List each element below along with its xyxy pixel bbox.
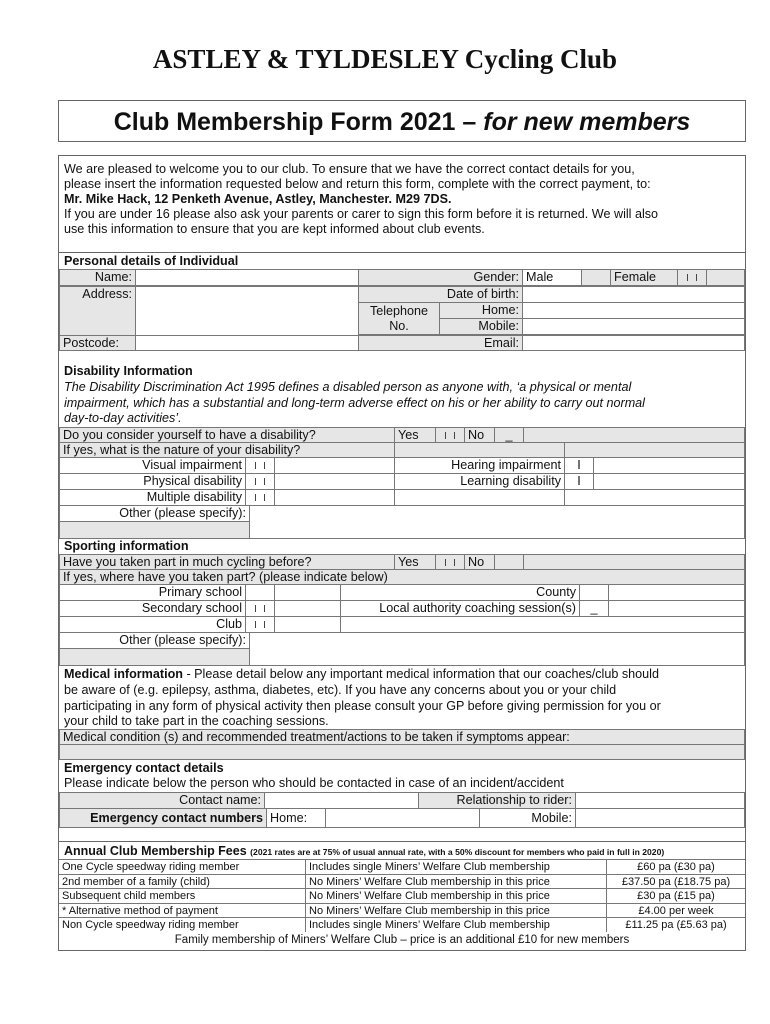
tick-mark-icon: [445, 559, 455, 566]
local-authority-checkbox[interactable]: _: [579, 600, 609, 617]
fee-type: One Cycle speedway riding member: [59, 859, 305, 874]
cycling-yes: Yes: [394, 554, 436, 570]
disability-no: No: [464, 427, 495, 443]
hearing-checkbox[interactable]: I: [564, 457, 594, 474]
sport-other-field[interactable]: [249, 632, 745, 666]
home-phone-label: Home:: [439, 302, 523, 319]
intro-line-2: please insert the information requested below and return this form, complete with the correct payment, to:: [64, 177, 651, 191]
dda-line-2: impairment, which has a substantial and long-term adverse effect on his or her ability to carry out normal: [64, 396, 645, 410]
tick-mark-icon: [255, 605, 265, 612]
form-title-main: Club Membership Form 2021 –: [113, 108, 477, 136]
mobile-field[interactable]: [522, 318, 745, 335]
fee-description: Includes single Miners’ Welfare Club membership: [305, 859, 606, 874]
county-spare: [608, 584, 745, 601]
form-title-emphasis: for new members: [483, 108, 691, 136]
learning-checkbox[interactable]: I: [564, 473, 594, 490]
address-field[interactable]: [135, 286, 359, 336]
fee-price: £37.50 pa (£18.75 pa): [606, 874, 745, 889]
fee-price: £60 pa (£30 pa): [606, 859, 745, 874]
sport-other-spare: [59, 648, 250, 666]
cycling-no-checkbox[interactable]: [494, 554, 524, 570]
form-title: [58, 100, 746, 142]
home-label: Home:: [266, 808, 326, 828]
club-checkbox[interactable]: [245, 616, 275, 633]
contact-name-field[interactable]: [264, 792, 419, 809]
emergency-instruction: Please indicate below the person who should be contacted in case of an incident/accident: [64, 776, 564, 790]
telephone-text: Telephone: [369, 304, 429, 318]
membership-form: [58, 155, 746, 951]
learning-spare: [593, 473, 745, 490]
address-label: Address:: [59, 286, 136, 336]
disability-yes: Yes: [394, 427, 436, 443]
tick-mark-icon: [255, 621, 265, 628]
home-phone-field[interactable]: [522, 302, 745, 319]
fees-heading: Annual Club Membership Fees: [64, 844, 247, 858]
cycling-question: Have you taken part in much cycling before?: [59, 554, 395, 570]
visual-checkbox[interactable]: [245, 457, 275, 474]
male-checkbox[interactable]: [581, 269, 611, 286]
visual-impairment: Visual impairment: [59, 457, 246, 474]
personal-heading: Personal details of Individual: [64, 254, 239, 268]
fee-type: Non Cycle speedway riding member: [59, 917, 305, 932]
medical-line-4: your child to take part in the coaching sessions.: [64, 714, 329, 728]
medical-line-1-text: - Please detail below any important medical information that our coaches/club should: [182, 667, 659, 681]
cycling-no: No: [464, 554, 495, 570]
disability-other-label: Other (please specify):: [59, 505, 250, 522]
primary-school: Primary school: [59, 584, 246, 601]
cycling-yes-checkbox[interactable]: [435, 554, 465, 570]
family-membership-note: Family membership of Miners’ Welfare Club – price is an additional £10 for new members: [174, 934, 630, 946]
multiple-checkbox[interactable]: [245, 489, 275, 506]
club-spare-2: [340, 616, 745, 633]
emergency-mobile-label: Mobile:: [479, 808, 576, 828]
hearing-spare: [593, 457, 745, 474]
tick-mark-icon: [255, 494, 265, 501]
learning-disability: Learning disability: [394, 473, 565, 490]
secondary-checkbox[interactable]: [245, 600, 275, 617]
multiple-spare-2: [394, 489, 565, 506]
dda-line-3: day-to-day activities’.: [64, 411, 182, 425]
return-address: Mr. Mike Hack, 12 Penketh Avenue, Astley, Manchester. M29 7DS.: [64, 192, 452, 206]
disability-nature: If yes, what is the nature of your disability?: [59, 442, 395, 458]
medical-heading: Medical information: [64, 667, 183, 681]
dob-label: Date of birth:: [358, 286, 523, 303]
club-spare: [274, 616, 341, 633]
email-label: Email:: [358, 335, 523, 351]
disability-no-checkbox[interactable]: _: [494, 427, 524, 443]
postcode-label: Postcode:: [59, 335, 136, 351]
local-spare: [608, 600, 745, 617]
multiple-spare-3: [564, 489, 745, 506]
disability-other-field[interactable]: [249, 505, 745, 539]
fee-description: No Miners’ Welfare Club membership in this price: [305, 888, 606, 903]
medical-line-2: be aware of (e.g. epilepsy, asthma, diabetes, etc). If you have any concerns about you or your child: [64, 683, 617, 697]
relationship-label: Relationship to rider:: [418, 792, 576, 809]
intro-line-5: use this information to ensure that you are kept informed about club events.: [64, 222, 485, 236]
where-question: If yes, where have you taken part? (please indicate below): [59, 569, 745, 585]
medical-line-1: [64, 667, 742, 682]
name-field[interactable]: [135, 269, 359, 286]
primary-checkbox[interactable]: [245, 584, 275, 601]
fee-price: £4.00 per week: [606, 903, 745, 918]
cycling-spare: [523, 554, 745, 570]
local-authority-coaching: Local authority coaching session(s): [340, 600, 580, 617]
disability-heading: Disability Information: [64, 364, 193, 378]
visual-spare: [274, 457, 395, 474]
intro-line-4: If you are under 16 please also ask your parents or carer to sign this form before it is returned. We will also: [64, 207, 659, 221]
nature-spare-1: [394, 442, 565, 458]
disability-yes-checkbox[interactable]: [435, 427, 465, 443]
primary-spare: [274, 584, 341, 601]
fee-type: Subsequent child members: [59, 888, 305, 903]
name-label: Name:: [59, 269, 136, 286]
fee-description: No Miners’ Welfare Club membership in this price: [305, 874, 606, 889]
mobile-number-field[interactable]: [575, 808, 745, 828]
emergency-numbers-label: Emergency contact numbers: [59, 808, 267, 828]
gender-spare: [706, 269, 745, 286]
intro-line-1: We are pleased to welcome you to our club. To ensure that we have the correct contact details for you,: [64, 162, 635, 176]
tick-mark-icon: [445, 432, 455, 439]
email-field[interactable]: [522, 335, 745, 351]
medical-condition-field[interactable]: [59, 744, 745, 760]
gender-label: Gender:: [358, 269, 523, 286]
tick-mark-icon: [255, 478, 265, 485]
tick-mark-icon: [255, 462, 265, 469]
fee-description: Includes single Miners’ Welfare Club membership: [305, 917, 606, 932]
physical-checkbox[interactable]: [245, 473, 275, 490]
telephone-no-text: No.: [389, 319, 409, 333]
postcode-field[interactable]: [135, 335, 359, 351]
tick-mark-icon: [687, 274, 697, 281]
disability-other-spare: [59, 521, 250, 539]
fee-type: 2nd member of a family (child): [59, 874, 305, 889]
club: Club: [59, 616, 246, 633]
medical-condition-label: Medical condition (s) and recommended treatment/actions to be taken if symptoms appear:: [59, 729, 745, 745]
disability-question: Do you consider yourself to have a disability?: [59, 427, 395, 443]
mobile-label: Mobile:: [439, 318, 523, 335]
female-option[interactable]: Female: [610, 269, 678, 286]
telephone-label: [358, 302, 440, 335]
emergency-heading: Emergency contact details: [64, 761, 224, 775]
home-number-field[interactable]: [325, 808, 480, 828]
multiple-spare: [274, 489, 395, 506]
secondary-spare: [274, 600, 341, 617]
hearing-impairment: Hearing impairment: [394, 457, 565, 474]
dob-field[interactable]: [522, 286, 745, 303]
multiple-disability: Multiple disability: [59, 489, 246, 506]
medical-line-3: participating in any form of physical activity then please consult your GP before giving permission for you or: [64, 699, 661, 713]
physical-disability: Physical disability: [59, 473, 246, 490]
club-name: ASTLEY & TYLDESLEY Cycling Club: [152, 44, 618, 74]
sport-other-label: Other (please specify):: [59, 632, 250, 649]
contact-name-label: Contact name:: [59, 792, 265, 809]
female-checkbox[interactable]: [677, 269, 707, 286]
physical-spare: [274, 473, 395, 490]
nature-spare-2: [564, 442, 745, 458]
disability-spare: [523, 427, 745, 443]
fees-note: (2021 rates are at 75% of usual annual rate, with a 50% discount for members who paid in full in 2020): [250, 847, 665, 857]
male-option[interactable]: Male: [522, 269, 582, 286]
dda-line-1: The Disability Discrimination Act 1995 defines a disabled person as anyone with, ‘a physical or mental: [64, 380, 632, 394]
secondary-school: Secondary school: [59, 600, 246, 617]
fees-header: [64, 844, 664, 858]
fee-type: * Alternative method of payment: [59, 903, 305, 918]
fee-price: £30 pa (£15 pa): [606, 888, 745, 903]
fee-price: £11.25 pa (£5.63 pa): [606, 917, 745, 932]
fee-description: No Miners’ Welfare Club membership in this price: [305, 903, 606, 918]
sporting-heading: Sporting information: [64, 539, 189, 553]
relationship-field[interactable]: [575, 792, 745, 809]
county-checkbox[interactable]: [579, 584, 609, 601]
county: County: [340, 584, 580, 601]
